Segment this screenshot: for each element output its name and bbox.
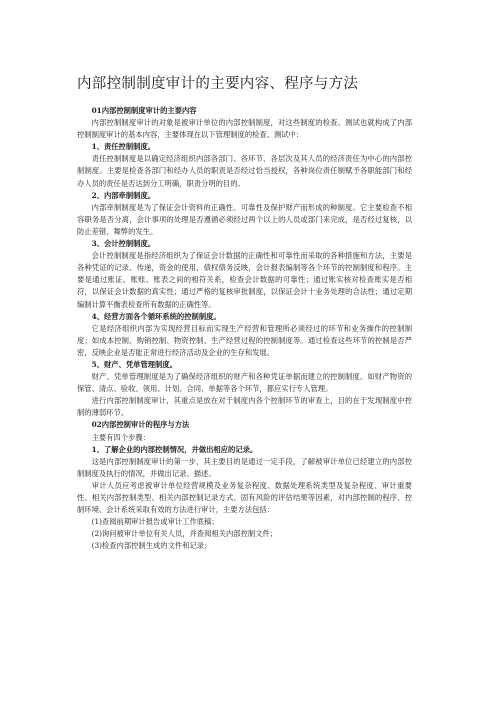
paragraph: 主要有四个步骤： bbox=[91, 432, 150, 442]
paragraph: 它是经济组织内部为实现经营目标而实现生产经营和管理所必须经过的环节和业务操作的控制制度；如成本控制、购销控制、物资控制、生产经营过程的控制制度等。通过检查这些环节的控制是否严密，反映企业是否能正常进行经济活动及企业的生存和发展。 bbox=[77, 323, 412, 357]
section-heading: 02内部控制审计的程序与方法 bbox=[91, 420, 190, 430]
paragraph: 这是内部控制制度审计的第一步，其主要目的是通过一定手段，了解被审计单位已经建立的内部控制制度及执行的情况，并做出记录、描述。 bbox=[77, 456, 412, 478]
section-heading: 2、内部牵制制度。 bbox=[91, 190, 156, 200]
paragraph: 审计人员应考虑被审计单位经营规模及业务复杂程度、数据处理系统类型及复杂程度、审计重要性、相关内部控制类型、相关内部控制记录方式、固有风险的评估结果等因素，对内部控制的程序、控制环境、会计系统采取有效的方法进行审计，主要方法包括： bbox=[77, 480, 412, 515]
paragraph: 内部牵制制度是为了保证会计资料的正确性、可靠性及保护财产而形成的种制度。它主要检查不相容职务是否分离，会计事项的处理是否遵循必须经过两个以上的人员或部门来完成，是否经过复核，以防止差错、舞弊的发生。 bbox=[77, 202, 412, 236]
section-heading: 5、财产、凭单管理制度。 bbox=[91, 359, 177, 369]
paragraph: 责任控制制度是以确定经济组织内部各部门、各环节、各层次及其人员的经济责任为中心的内部控制制度。主要是检查各部门和经办人员的职责是否经过恰当授权，各种岗位责任制赋予各职能部门和经办人员的责任是否达到分工明确，职责分明的目的。 bbox=[77, 154, 412, 188]
section-heading: 1、了解企业的内部控制情况，并做出相应的记录。 bbox=[91, 444, 258, 454]
list-item: (3)检查内部控制生成的文件和记录； bbox=[91, 541, 212, 551]
paragraph: 财产、凭单管理制度是为了确保经济组织的财产和各种凭证单据而建立的控制制度。如财产物资的保管、清点、验收、领用、计划、合同、单据等各个环节，都应实行专人管理。 bbox=[77, 372, 412, 394]
document-title: 内部控制制度审计的主要内容、程序与方法 bbox=[77, 76, 359, 92]
section-heading: 1、责任控制制度。 bbox=[91, 142, 156, 152]
paragraph: 进行内部控制制度审计，其重点是放在对于制度内各个控制环节的审查上，目的在于发现制度中控制的薄弱环节。 bbox=[77, 396, 412, 418]
list-item: (2)询问被审计单位有关人员，并查阅相关内部控制文件； bbox=[91, 529, 278, 539]
paragraph: 会计控制制度是指经济组织为了保证会计数据的正确性和可靠性而采取的各种措施和方法，主要是各种凭证的记录、传递，资金的使用，债权债务反映，会计报表编制等各个环节的控制制度和程序。主要是通过账证、账账、账表之间的相符关系，检查会计数据的可靠性；通过账实核对检查账实是否相符，以保证会计数据的真实性；通过严格的复核审批制度，以保证会计十业务处理的合法性；通过定期编制计算平衡表检查所有数据的正确性等。 bbox=[77, 251, 412, 309]
list-item: (1)查阅前期审计报告或审计工作底稿； bbox=[91, 517, 219, 527]
section-heading: 4、经营方面各个循环系统的控制制度。 bbox=[91, 311, 221, 321]
section-heading: 3、会计控制制度。 bbox=[91, 239, 156, 249]
section-heading: 01内部控制制度审计的主要内容 bbox=[91, 106, 197, 115]
paragraph: 内部控制制度审计的对象是被审计单位的内部控制制度，对这些制度的检查、测试也就构成了内部控制制度审计的基本内容，主要体现在以下管理制度的检查、测试中： bbox=[77, 118, 412, 140]
document-body bbox=[77, 105, 412, 552]
